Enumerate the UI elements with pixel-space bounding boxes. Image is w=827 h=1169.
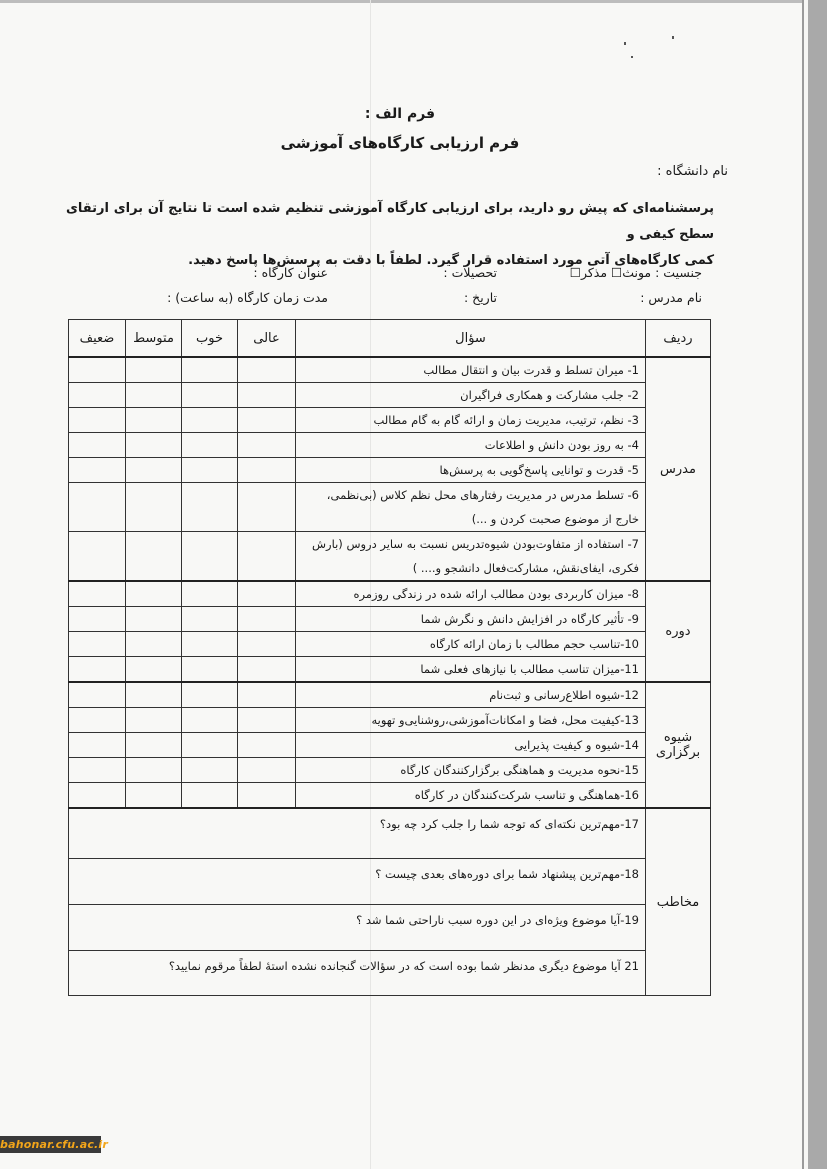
rating-good-cell[interactable] [182,532,238,582]
rating-average-cell[interactable] [126,383,182,408]
table-row [69,859,711,905]
rating-excellent-cell[interactable] [238,357,296,383]
rating-good-cell[interactable] [182,607,238,632]
rating-average-cell[interactable] [126,783,182,809]
question-2: 2- جلب مشارکت و همکاری فراگیران [296,383,646,408]
question-15: 15-نحوه مدیریت و هماهنگی برگزارکنندگان کارگاه [296,758,646,783]
rating-excellent-cell[interactable] [238,581,296,607]
table-row [69,632,711,657]
rating-average-cell[interactable] [126,682,182,708]
category-organization: شیوه برگزاری [646,682,711,808]
rating-average-cell[interactable] [126,708,182,733]
header-excellent: عالی [238,320,296,358]
table-row [69,951,711,996]
education-field[interactable]: تحصیلات : [443,265,497,280]
rating-excellent-cell[interactable] [238,433,296,458]
table-row [69,905,711,951]
rating-excellent-cell[interactable] [238,733,296,758]
rating-excellent-cell[interactable] [238,708,296,733]
question-13: 13-کیفیت محل، فضا و امکانات‌آموزشی،روشنایی‌و تهویه [296,708,646,733]
rating-excellent-cell[interactable] [238,632,296,657]
scan-speck [672,36,674,39]
table-header-row [69,320,711,358]
question-10: 10-تناسب حجم مطالب با زمان ارائه کارگاه [296,632,646,657]
rating-excellent-cell[interactable] [238,408,296,433]
table-row [69,581,711,607]
date-field[interactable]: تاریخ : [463,290,497,305]
rating-weak-cell[interactable] [69,758,126,783]
rating-good-cell[interactable] [182,733,238,758]
question-16: 16-هماهنگی و تناسب شرکت‌کنندگان در کارگاه [296,783,646,809]
rating-good-cell[interactable] [182,758,238,783]
table-row [69,808,711,859]
rating-excellent-cell[interactable] [238,483,296,532]
form-title: فرم الف : [364,106,436,122]
rating-average-cell[interactable] [126,607,182,632]
rating-good-cell[interactable] [182,708,238,733]
table-row [69,682,711,708]
header-good: خوب [182,320,238,358]
rating-weak-cell[interactable] [69,708,126,733]
table-row [69,607,711,632]
rating-weak-cell[interactable] [69,682,126,708]
duration-field[interactable]: مدت زمان کارگاه (به ساعت) : [167,290,328,305]
rating-weak-cell[interactable] [69,408,126,433]
header-weak: ضعیف [69,320,126,358]
question-19[interactable]: 19-آیا موضوع ویژه‌ای در این دوره سبب ناراحتی شما شد ؟ [69,905,646,951]
question-14: 14-شیوه و کیفیت پذیرایی [296,733,646,758]
rating-average-cell[interactable] [126,458,182,483]
intro-paragraph [66,196,714,274]
rating-good-cell[interactable] [182,657,238,683]
rating-average-cell[interactable] [126,433,182,458]
question-11: 11-میزان تناسب مطالب با نیازهای فعلی شما [296,657,646,683]
rating-weak-cell[interactable] [69,657,126,683]
question-18[interactable]: 18-مهم‌ترین پیشنهاد شما برای دوره‌های بعدی چیست ؟ [69,859,646,905]
page-edge-line [802,0,804,1169]
table-row [69,708,711,733]
question-4: 4- به روز بودن دانش و اطلاعات [296,433,646,458]
intro-line-2: کمی کارگاه‌های آتی مورد استفاده قرار گیرد. لطفاً با دقت به پرسش‌ها پاسخ دهید. [188,253,714,268]
table-row [69,383,711,408]
rating-good-cell[interactable] [182,483,238,532]
table-row [69,408,711,433]
rating-excellent-cell[interactable] [238,383,296,408]
rating-average-cell[interactable] [126,408,182,433]
rating-excellent-cell[interactable] [238,682,296,708]
site-watermark: bahonar.cfu.ac.ir [0,1138,109,1151]
category-audience: مخاطب [646,808,711,996]
rating-excellent-cell[interactable] [238,458,296,483]
header-average: متوسط [126,320,182,358]
rating-weak-cell[interactable] [69,783,126,809]
table-row [69,483,711,532]
question-5: 5- قدرت و توانایی پاسخ‌گویی به پرسش‌ها [296,458,646,483]
rating-weak-cell[interactable] [69,458,126,483]
rating-weak-cell[interactable] [69,607,126,632]
university-name-label: نام دانشگاه : [657,164,728,179]
rating-excellent-cell[interactable] [238,783,296,809]
rating-weak-cell[interactable] [69,532,126,582]
rating-good-cell[interactable] [182,581,238,607]
question-7: 7- استفاده از متفاوت‌بودن شیوه‌تدریس نسبت به سایر دروس (بارش فکری، ایفای‌نقش، مشارکت‌فعال دانشجو و.... ) [296,532,646,582]
question-6: 6- تسلط مدرس در مدیریت رفتارهای محل نظم کلاس (بی‌نظمی، خارج از موضوع صحبت کردن و ...) [296,483,646,532]
rating-good-cell[interactable] [182,632,238,657]
rating-average-cell[interactable] [126,632,182,657]
rating-average-cell[interactable] [126,758,182,783]
table-row [69,783,711,809]
table-row [69,758,711,783]
instructor-name-field[interactable]: نام مدرس : [640,290,702,305]
gender-field[interactable]: جنسیت : مونث☐ مذکر☐ [569,265,702,280]
question-1: 1- میران تسلط و قدرت بیان و انتقال مطالب [296,357,646,383]
table-row [69,458,711,483]
rating-excellent-cell[interactable] [238,532,296,582]
rating-weak-cell[interactable] [69,733,126,758]
header-row-number: ردیف [646,320,711,358]
table-row [69,357,711,383]
workshop-title-field[interactable]: عنوان کارگاه : [253,265,328,280]
question-17[interactable]: 17-مهم‌ترین نکته‌ای که توجه شما را جلب کرد چه بود؟ [69,808,646,859]
rating-average-cell[interactable] [126,657,182,683]
rating-average-cell[interactable] [126,357,182,383]
question-21[interactable]: 21 آیا موضوع دیگری مدنظر شما بوده است که در سؤالات گنجانده نشده استۀ لطفاً مرقوم نمایید؟ [69,951,646,996]
table-row [69,433,711,458]
intro-line-1: پرسشنامه‌ای که پیش رو دارید، برای ارزیابی کارگاه آموزشی تنظیم شده است تا نتایج آن برای ارتقای سطح کیفی و [66,201,714,242]
table-row [69,657,711,683]
rating-average-cell[interactable] [126,733,182,758]
rating-excellent-cell[interactable] [238,607,296,632]
rating-good-cell[interactable] [182,682,238,708]
rating-weak-cell[interactable] [69,483,126,532]
evaluation-table [68,319,711,996]
rating-good-cell[interactable] [182,383,238,408]
rating-average-cell[interactable] [126,581,182,607]
rating-good-cell[interactable] [182,357,238,383]
rating-good-cell[interactable] [182,458,238,483]
table-row [69,733,711,758]
scan-top-shadow [0,0,803,3]
category-course: دوره [646,581,711,682]
rating-good-cell[interactable] [182,783,238,809]
scan-edge-strip [808,0,827,1169]
rating-weak-cell[interactable] [69,357,126,383]
rating-excellent-cell[interactable] [238,758,296,783]
rating-excellent-cell[interactable] [238,657,296,683]
scan-speck [624,42,626,45]
question-9: 9- تأثیر کارگاه در افزایش دانش و نگرش شما [296,607,646,632]
rating-weak-cell[interactable] [69,383,126,408]
question-8: 8- میزان کاربردی بودن مطالب ارائه شده در زندگی روزمره [296,581,646,607]
form-subtitle: فرم ارزیابی کارگاه‌های آموزشی [280,134,520,152]
header-question: سؤال [296,320,646,358]
category-instructor: مدرس [646,357,711,581]
rating-average-cell[interactable] [126,483,182,532]
table-row [69,532,711,582]
scan-speck [631,56,633,58]
rating-good-cell[interactable] [182,408,238,433]
rating-average-cell[interactable] [126,532,182,582]
rating-weak-cell[interactable] [69,581,126,607]
rating-weak-cell[interactable] [69,632,126,657]
rating-good-cell[interactable] [182,433,238,458]
rating-weak-cell[interactable] [69,433,126,458]
question-3: 3- نظم، ترتیب، مدیریت زمان و ارائه گام به گام مطالب [296,408,646,433]
question-12: 12-شیوه اطلاع‌رسانی و ثبت‌نام [296,682,646,708]
